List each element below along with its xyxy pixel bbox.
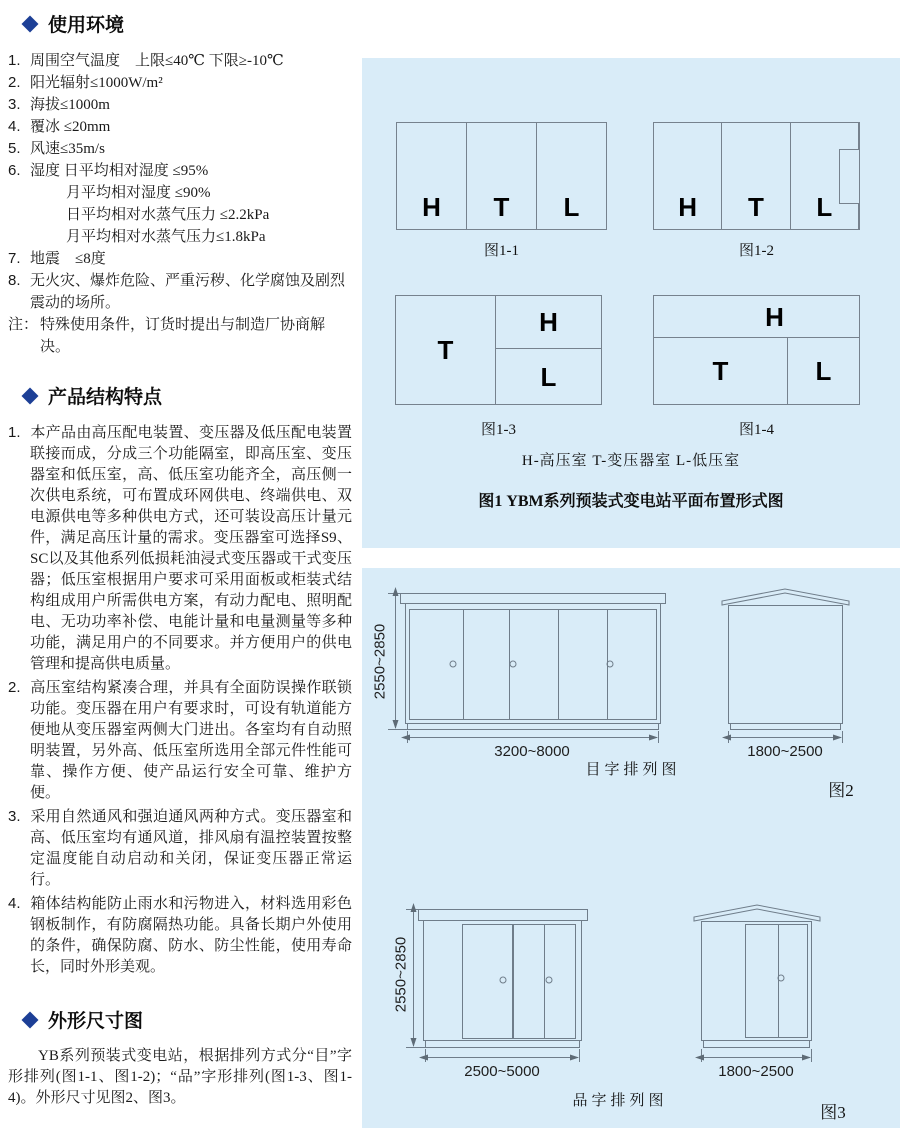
fig-1-2-caption: 图1-2 bbox=[739, 243, 774, 259]
fig2-height-dimension-label: 2550~2850 bbox=[371, 623, 389, 700]
line-number: 注： bbox=[8, 316, 39, 333]
roof-slab bbox=[401, 594, 666, 604]
room-label-t: T bbox=[493, 192, 510, 222]
fig2-label: 图2 bbox=[828, 781, 854, 800]
left-column bbox=[0, 0, 362, 1109]
line-number: 4. bbox=[8, 118, 21, 135]
base-plinth bbox=[731, 724, 841, 730]
paragraph-number: 3. bbox=[8, 808, 21, 825]
paragraph-number: 2. bbox=[8, 679, 21, 696]
fig3-side-width-dimension-label: 1800~2500 bbox=[718, 1063, 794, 1080]
line-text: 月平均相对水蒸气压力≤1.8kPa bbox=[66, 229, 266, 245]
section-dimensions-title bbox=[8, 1006, 352, 1033]
env-line-sub bbox=[8, 204, 352, 226]
door-handle-icon bbox=[510, 661, 516, 667]
line-text: 覆冰 ≤20mm bbox=[30, 119, 111, 135]
fig2-caption: 目字排列图 bbox=[585, 762, 681, 778]
gable-roof bbox=[694, 905, 820, 921]
room-label-h: H bbox=[678, 192, 698, 222]
gable-roof bbox=[722, 589, 849, 605]
line-text: 特殊使用条件，订货时提出与制造厂协商解决。 bbox=[40, 317, 326, 355]
line-number: 8. bbox=[8, 272, 21, 289]
section-dimensions bbox=[8, 1006, 352, 1109]
line-text: 地震 ≤8度 bbox=[30, 251, 106, 267]
feature-paragraph bbox=[8, 677, 352, 804]
fig-1-2-diagram bbox=[653, 122, 860, 230]
line-text: 无火灾、爆炸危险、严重污秽、化学腐蚀及剧烈震动的场所。 bbox=[30, 273, 346, 311]
section-features-title bbox=[8, 382, 352, 409]
cabinet-body bbox=[424, 921, 582, 1041]
room-cell-t bbox=[467, 123, 537, 229]
fig3-front-view bbox=[406, 910, 588, 1063]
room-cell-l bbox=[788, 338, 859, 404]
fig3-width-dimension-label: 2500~5000 bbox=[464, 1063, 540, 1080]
fig3-side-view bbox=[694, 905, 820, 1062]
env-line bbox=[8, 50, 352, 72]
fig3-caption: 品字排列图 bbox=[572, 1093, 668, 1109]
room-label-l: L bbox=[815, 356, 832, 386]
room-label-h: H bbox=[765, 301, 784, 332]
fig-1-3-diagram bbox=[395, 295, 602, 405]
diamond-bullet-icon bbox=[22, 387, 39, 404]
diamond-bullet-icon bbox=[22, 1011, 39, 1028]
fig2-front-view bbox=[388, 594, 666, 744]
figure1-title: 图1 YBM系列预装式变电站平面布置形式图 bbox=[478, 493, 784, 510]
fig-1-3-caption: 图1-3 bbox=[481, 422, 516, 438]
cabinet-body bbox=[406, 604, 661, 724]
room-legend: H-高压室 T-变压器室 L-低压室 bbox=[521, 453, 741, 469]
line-text: 月平均相对湿度 ≤90% bbox=[66, 185, 211, 201]
feature-paragraph bbox=[8, 806, 352, 891]
fig2-side-width-dimension-label: 1800~2500 bbox=[747, 743, 823, 760]
panel-figure2-3 bbox=[362, 568, 900, 1128]
paragraph-number: 4. bbox=[8, 895, 21, 912]
fig-1-4-diagram bbox=[653, 295, 860, 405]
room-label-h: H bbox=[539, 307, 558, 337]
fig3-height-dimension-label: 2550~2850 bbox=[392, 936, 410, 1013]
door-handle-icon bbox=[546, 977, 552, 983]
fig-1-1-caption: 图1-1 bbox=[484, 243, 519, 259]
dimensions-paragraph: YB系列预装式变电站，根据排列方式分“目”字形排列(图1-1、图1-2)；“品”字形排列(图1-3、图1-4)。外形尺寸见图2、图3。 bbox=[8, 1048, 352, 1106]
env-line bbox=[8, 270, 352, 314]
room-label-l: L bbox=[540, 361, 557, 392]
fig-1-1-diagram bbox=[396, 122, 607, 230]
dimension-drawings-svg bbox=[362, 568, 900, 1128]
feature-paragraph bbox=[8, 893, 352, 978]
section-environment-title bbox=[8, 10, 352, 37]
room-cell-h bbox=[654, 296, 859, 338]
door-handle-icon bbox=[450, 661, 456, 667]
room-label-l: L bbox=[816, 192, 833, 222]
room-label-l: L bbox=[563, 192, 580, 222]
door-pair bbox=[746, 925, 808, 1038]
room-cell-h bbox=[496, 296, 601, 349]
fig-1-4-caption: 图1-4 bbox=[739, 422, 774, 438]
environment-list bbox=[8, 50, 352, 358]
section-title-text: 使用环境 bbox=[48, 15, 125, 36]
env-line bbox=[8, 138, 352, 160]
line-text: 阳光辐射≤1000W/m² bbox=[30, 75, 163, 91]
room-cell-t bbox=[396, 296, 496, 404]
base-plinth bbox=[426, 1041, 580, 1048]
section-title-text: 产品结构特点 bbox=[48, 387, 163, 408]
room-label-t: T bbox=[712, 356, 729, 386]
roof-slab bbox=[419, 910, 588, 921]
base-plinth bbox=[408, 724, 659, 730]
cabinet-body bbox=[702, 922, 812, 1041]
room-label-t: T bbox=[437, 335, 454, 365]
paragraph-text: 箱体结构能防止雨水和污物进入，材料选用彩色钢板制作，有防腐隔热功能。具备长期户外使用的条件，确保防腐、防水、防尘性能，使用寿命长，同时外形美观。 bbox=[30, 896, 352, 975]
door-handle-icon bbox=[500, 977, 506, 983]
section-features bbox=[8, 382, 352, 978]
env-line bbox=[8, 116, 352, 138]
room-label-t: T bbox=[748, 192, 764, 222]
env-line-sub bbox=[8, 226, 352, 248]
env-note-line bbox=[8, 314, 352, 358]
paragraph-text: 高压室结构紧凑合理，并具有全面防误操作联锁功能。变压器在用户有要求时，可设有轨道能方便地从变压器室两侧大门进出。各室均有自动照明装置，另外高、低压室所选用全部元件性能可靠、操作方便、使产品运行安全可靠、维护方便。 bbox=[30, 680, 352, 801]
room-label-h: H bbox=[422, 192, 441, 222]
room-cell-h bbox=[397, 123, 467, 229]
env-line bbox=[8, 248, 352, 270]
room-cell-t bbox=[654, 338, 788, 404]
section-environment bbox=[8, 10, 352, 358]
env-line-sub bbox=[8, 182, 352, 204]
cabinet-notch bbox=[839, 149, 860, 204]
paragraph-text: 本产品由高压配电装置、变压器及低压配电装置联接而成，分成三个功能隔室，即高压室、变压器室和低压室，高、低压室功能齐全，高压侧一次供电系统，可布置成环网供电、终端供电、双电源供电等多种供电方式，还可装设高压计量元件，满足高压计量的需求。变压器室可选择S9、SC以及其他系列低损耗油浸式变压器或干式变压器；低压室根据用户要求可采用面板或柜装式结构组成用户所需供电方案，有动力配电、照明配电、无功功率补偿、电能计量和电量测量等多种功能，满足用户的不同要求。并方便用户的供电管理和提高供电质量。 bbox=[30, 425, 352, 672]
door-frame bbox=[410, 610, 657, 720]
room-cell-l bbox=[496, 349, 601, 404]
line-text: 日平均相对水蒸气压力 ≤2.2kPa bbox=[66, 207, 270, 223]
env-line bbox=[8, 94, 352, 116]
paragraph-text: 采用自然通风和强迫通风两种方式。变压器室和高、低压室均有通风道，排风扇有温控装置按整定温度能自动启动和关闭，保证变压器正常运行。 bbox=[30, 809, 352, 888]
line-number: 1. bbox=[8, 52, 21, 69]
line-number: 5. bbox=[8, 140, 21, 157]
cabinet-body bbox=[729, 606, 843, 724]
section-title-text: 外形尺寸图 bbox=[48, 1011, 144, 1032]
room-row bbox=[654, 338, 859, 404]
fig2-width-dimension-label: 3200~8000 bbox=[494, 743, 570, 760]
fig2-side-view bbox=[722, 589, 849, 743]
line-number: 3. bbox=[8, 96, 21, 113]
room-cell-l bbox=[537, 123, 606, 229]
feature-paragraph bbox=[8, 422, 352, 675]
line-text: 风速≤35m/s bbox=[30, 141, 105, 157]
room-cell-t bbox=[722, 123, 790, 229]
line-text: 周围空气温度 上限≤40℃ 下限≥-10℃ bbox=[30, 53, 284, 69]
base-plinth bbox=[704, 1041, 810, 1048]
room-column bbox=[496, 296, 601, 404]
env-line bbox=[8, 160, 352, 182]
env-line bbox=[8, 72, 352, 94]
diamond-bullet-icon bbox=[22, 15, 39, 32]
fig3-label: 图3 bbox=[820, 1103, 846, 1122]
paragraph-number: 1. bbox=[8, 424, 21, 441]
line-number: 6. bbox=[8, 162, 21, 179]
line-number: 2. bbox=[8, 74, 21, 91]
line-text: 海拔≤1000m bbox=[30, 97, 110, 113]
line-number: 7. bbox=[8, 250, 21, 267]
line-text: 湿度 日平均相对湿度 ≤95% bbox=[30, 163, 209, 179]
panel-figure1 bbox=[362, 58, 900, 548]
room-cell-h bbox=[654, 123, 722, 229]
